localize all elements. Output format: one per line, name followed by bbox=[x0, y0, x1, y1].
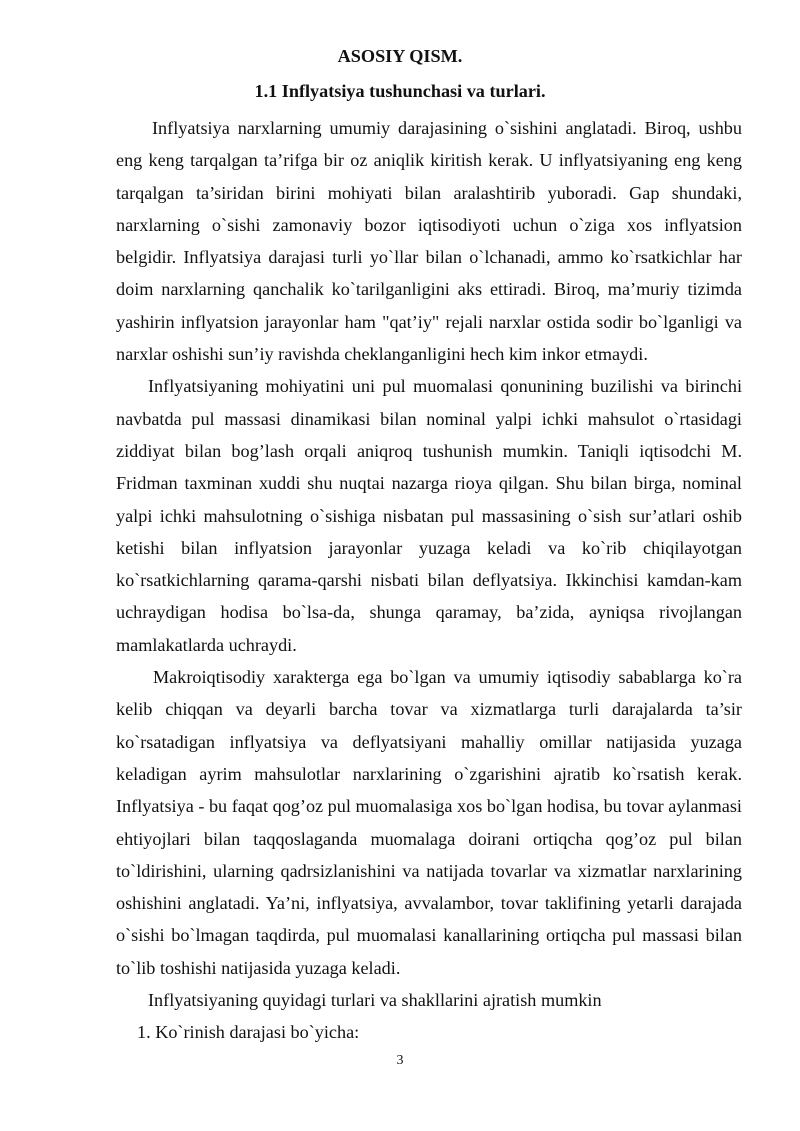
subsection-heading: 1.1 Inflyatsiya tushunchasi va turlari. bbox=[254, 81, 546, 101]
page-number: 3 bbox=[396, 1053, 404, 1068]
paragraph: Makroiqtisodiy xarakterga ega bo`lgan va umumiy iqtisodiy sabablarga ko`ra kelib chiqqan va deyarli barcha tovar va xizmatlarga turli darajalarda ta’sir ko`rsatadigan inflyatsiya va deflyatsiyani mahalliy omillar natijasida yuzaga keladigan ayrim mahsulotlar narxlarining o`zgarishini ajratib ko`rsatish kerak. Inflyatsiya - bu faqat qog’oz pul muomalasiga xos bo`lgan hodisa, bu tovar aylanmasi ehtiyojlari bilan taqqoslaganda muomalaga doirani ortiqcha qog’oz pul bilan to`ldirishini, ularning qadrsizlanishini va natijada tovarlar va xizmatlar narxlarining oshishini anglatadi. Ya’ni, inflyatsiya, avvalambor, tovar taklifining yetarli darajada o`sishi bo`lmagan taqdirda, pul muomalasi kanallarining ortiqcha pul massasi bilan to`lib toshishi natijasida yuzaga keladi. bbox=[116, 667, 742, 978]
list-item: 1. Ko`rinish darajasi bo`yicha: bbox=[137, 1022, 360, 1043]
section-heading: ASOSIY QISM. bbox=[337, 46, 463, 66]
paragraph: Inflyatsiya narxlarning umumiy darajasining o`sishini anglatadi. Biroq, ushbu eng keng tarqalgan ta’rifga bir oz aniqlik kiritish kerak. U inflyatsiyaning eng keng tarqalgan ta’siridan birini mohiyati bilan aralashtirib yuboradi. Gap shundaki, narxlarning o`sishi zamonaviy bozor iqtisodiyoti uchun o`ziga xos inflyatsion belgidir. Inflyatsiya darajasi turli yo`llar bilan o`lchanadi, ammo ko`rsatkichlar har doim narxlarning qanchalik ko`tarilganligini aks ettiradi. Biroq, ma’muriy tizimda yashirin inflyatsion jarayonlar ham "qat’iy" rejali narxlar ostida sodir bo`lganligi va narxlar oshishi sun’iy ravishda cheklanganligini hech kim inkor etmaydi. bbox=[116, 118, 742, 365]
paragraph: Inflyatsiyaning mohiyatini uni pul muomalasi qonunining buzilishi va birinchi navbatda pul massasi dinamikasi bilan nominal yalpi ichki mahsulot o`rtasidagi ziddiyat bilan bog’lash orqali aniqroq tushunish mumkin. Taniqli iqtisodchi M. Fridman taxminan xuddi shu nuqtai nazarga rioya qilgan. Shu bilan birga, nominal yalpi ichki mahsulotning o`sishiga nisbatan pul massasining o`sish sur’atlari oshib ketishi bilan inflyatsion jarayonlar yuzaga keladi va ko`rib chiqilayotgan ko`rsatkichlarning qarama-qarshi nisbati bilan deflyatsiya. Ikkinchisi kamdan-kam uchraydigan hodisa bo`lsa-da, shunga qaramay, ba’zida, ayniqsa rivojlangan mamlakatlarda uchraydi. bbox=[116, 376, 742, 655]
document-body bbox=[116, 112, 742, 1049]
paragraph: Inflyatsiyaning quyidagi turlari va shakllarini ajratish mumkin bbox=[148, 990, 602, 1011]
